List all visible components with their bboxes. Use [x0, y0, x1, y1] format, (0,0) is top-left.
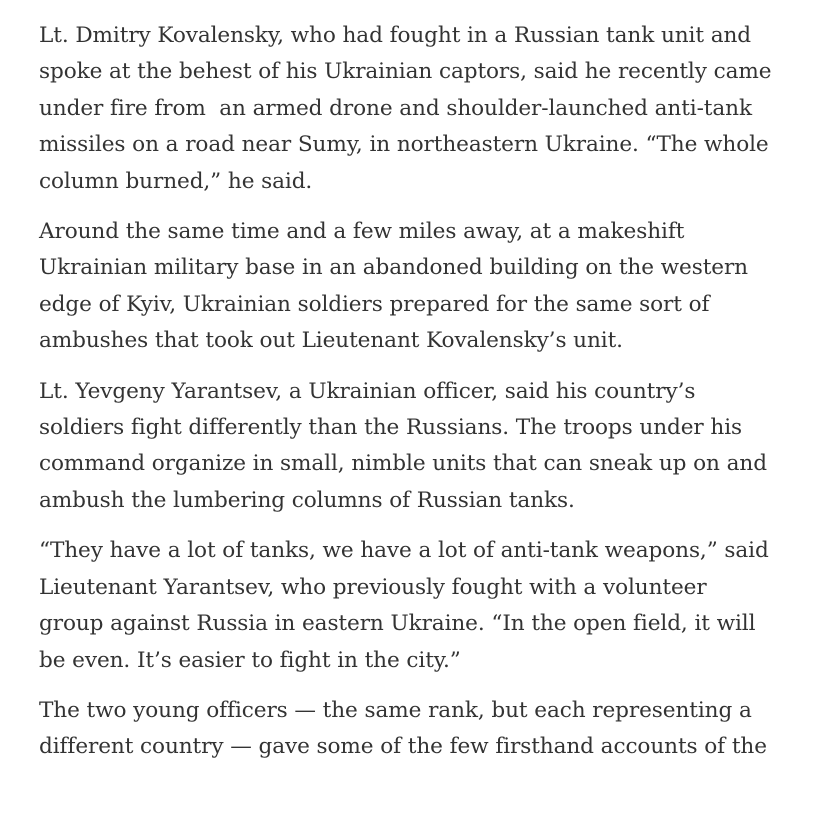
- paragraph-line: column burned,” he said.: [39, 168, 313, 194]
- paragraph-line: be even. It’s easier to fight in the city.”: [39, 647, 461, 673]
- paragraph-5: [39, 693, 799, 766]
- paragraph-line: Ukrainian military base in an abandoned building on the western: [39, 255, 748, 281]
- paragraph-line: “They have a lot of tanks, we have a lot of anti-tank weapons,” said: [39, 538, 769, 564]
- paragraph-line: ambush the lumbering columns of Russian tanks.: [39, 487, 575, 513]
- paragraph-line: soldiers fight differently than the Russians. The troops under his: [39, 415, 742, 441]
- paragraph-line: Lt. Dmitry Kovalensky, who had fought in a Russian tank unit and: [39, 23, 752, 48]
- article-body: [39, 18, 799, 780]
- paragraph-line: missiles on a road near Sumy, in northeastern Ukraine. “The whole: [39, 132, 769, 158]
- paragraph-line: group against Russia in eastern Ukraine. “In the open field, it will: [39, 611, 756, 637]
- paragraph-line: Lt. Yevgeny Yarantsev, a Ukrainian officer, said his country’s: [39, 378, 696, 404]
- paragraph-2: [39, 214, 799, 360]
- paragraph-line: Around the same time and a few miles away, at a makeshift: [39, 219, 685, 245]
- paragraph-line: Lieutenant Yarantsev, who previously fought with a volunteer: [39, 574, 707, 600]
- paragraph-3: [39, 374, 799, 520]
- paragraph-1: [39, 18, 799, 200]
- paragraph-line: command organize in small, nimble units that can sneak up on and: [39, 451, 767, 477]
- paragraph-line: under fire from an armed drone and shoulder-launched anti-tank: [39, 95, 752, 121]
- paragraph-line: ambushes that took out Lieutenant Kovalensky’s unit.: [39, 328, 623, 354]
- paragraph-line: The two young officers — the same rank, but each representing a: [39, 697, 752, 723]
- paragraph-line: edge of Kyiv, Ukrainian soldiers prepared for the same sort of: [39, 291, 710, 317]
- paragraph-line: spoke at the behest of his Ukrainian captors, said he recently came: [39, 59, 772, 85]
- paragraph-4: [39, 533, 799, 679]
- paragraph-line: different country — gave some of the few firsthand accounts of the: [39, 734, 767, 760]
